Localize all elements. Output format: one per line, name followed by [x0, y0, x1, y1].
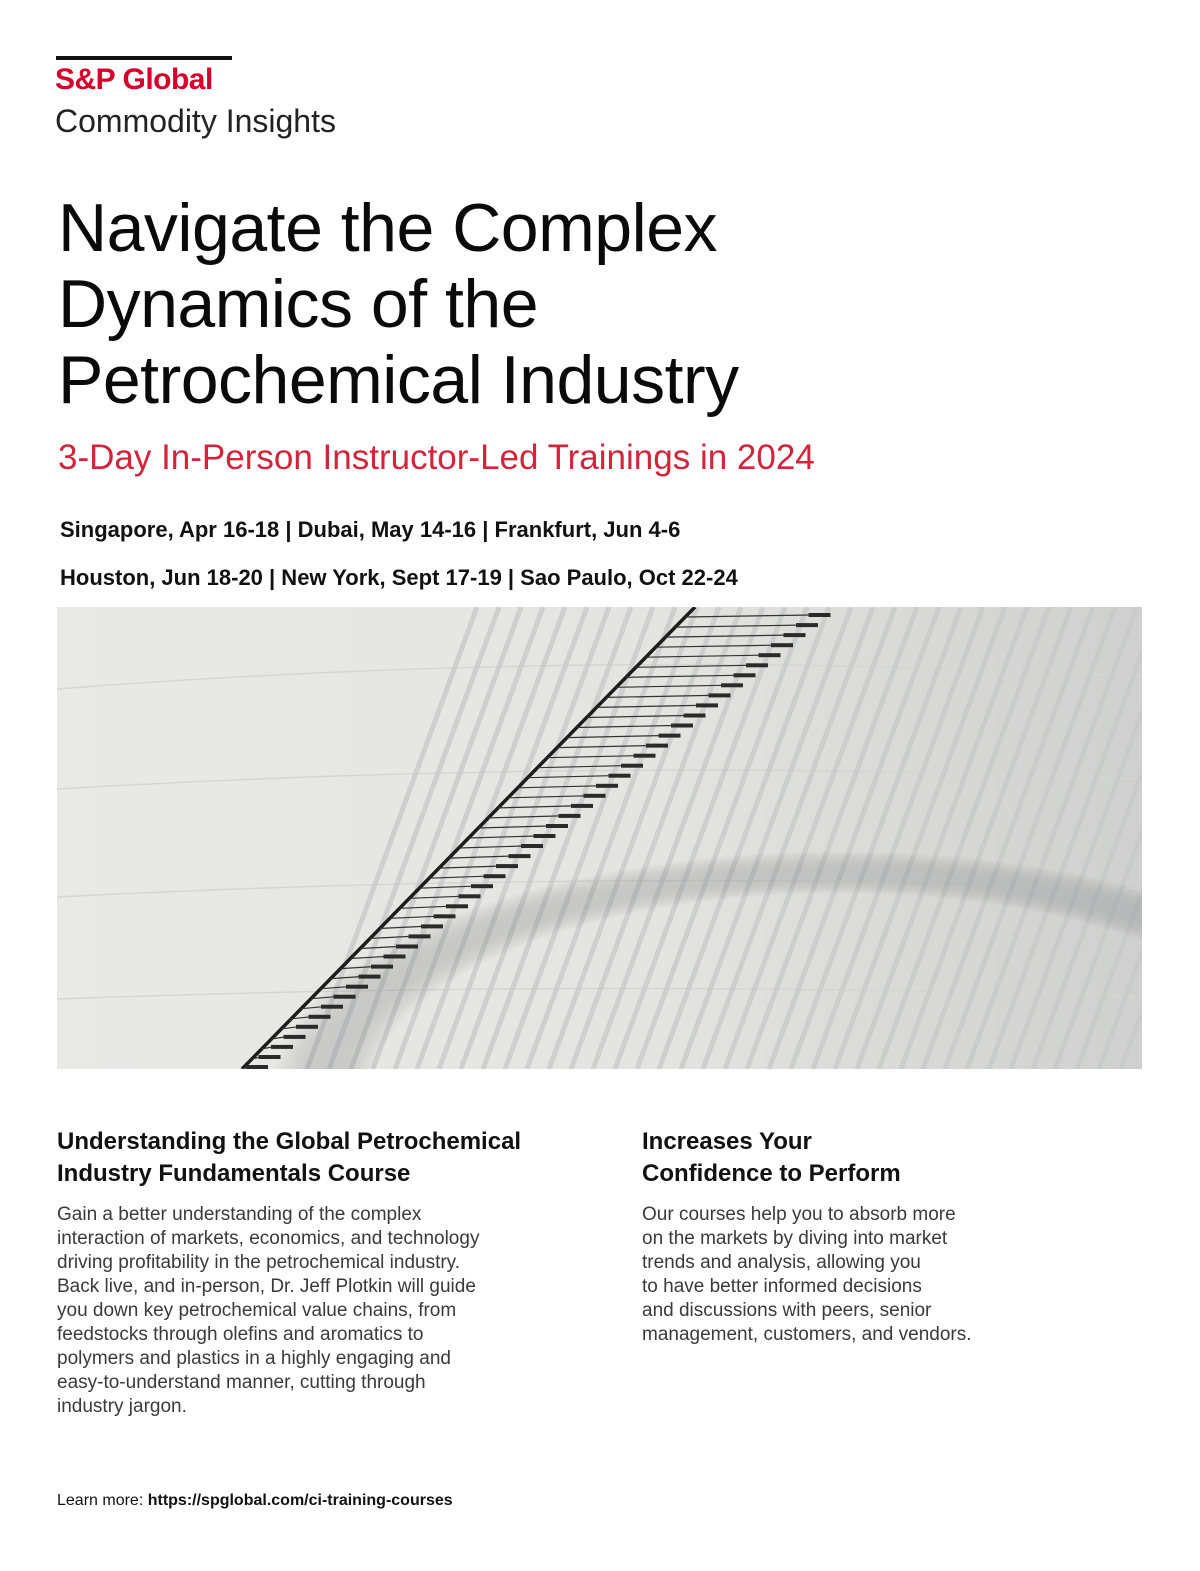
title-line: Dynamics of the: [58, 266, 539, 342]
stair-tread: [434, 914, 456, 918]
stair-tread: [559, 814, 581, 818]
body-line: polymers and plastics in a highly engaging and: [57, 1348, 451, 1369]
stair-tread: [359, 975, 381, 979]
body-line: driving profitability in the petrochemical industry.: [57, 1252, 461, 1273]
stair-tread: [521, 844, 543, 848]
stair-tread: [546, 824, 568, 828]
section-body-confidence: [642, 1203, 972, 1347]
title-line: Navigate the Complex: [58, 190, 718, 266]
body-line: to have better informed decisions: [642, 1276, 922, 1297]
stair-tread: [346, 985, 368, 989]
subtitle: 3-Day In-Person Instructor-Led Trainings in 2024: [58, 438, 815, 477]
heading-line: Increases Your: [642, 1128, 812, 1155]
stair-tread: [696, 703, 718, 707]
stair-tread: [421, 924, 443, 928]
stair-tread: [734, 673, 756, 677]
body-line: industry jargon.: [57, 1396, 187, 1417]
stair-tread: [459, 894, 481, 898]
body-line: and discussions with peers, senior: [642, 1300, 932, 1321]
body-line: you down key petrochemical value chains, from: [57, 1300, 457, 1321]
stair-tread: [646, 744, 668, 748]
heading-line: Understanding the Global Petrochemical: [57, 1128, 522, 1155]
stair-tread: [671, 724, 693, 728]
section-heading-confidence: [642, 1126, 901, 1190]
body-line: Back live, and in-person, Dr. Jeff Plotkin will guide: [57, 1276, 476, 1297]
course-link[interactable]: https://spglobal.com/ci-training-courses: [147, 1492, 453, 1509]
body-line: management, customers, and vendors.: [642, 1324, 972, 1345]
stair-tread: [746, 663, 768, 667]
section-heading-course: [57, 1126, 521, 1190]
stair-tread: [809, 613, 831, 617]
body-line: on the markets by diving into market: [642, 1228, 948, 1249]
logo-rule: [56, 56, 232, 60]
learn-more: [57, 1490, 453, 1512]
stair-tread: [446, 904, 468, 908]
dates-line: Houston, Jun 18-20 | New York, Sept 17-19 | Sao Paulo, Oct 22-24: [60, 565, 738, 590]
stair-tread: [496, 864, 518, 868]
section-body-course: [57, 1203, 479, 1419]
stair-tread: [534, 834, 556, 838]
stair-tread: [409, 934, 431, 938]
body-line: easy-to-understand manner, cutting through: [57, 1372, 426, 1393]
stair-tread: [259, 1055, 281, 1059]
brand-logo: S&P Global: [55, 63, 213, 96]
stair-tread: [471, 884, 493, 888]
stair-tread: [634, 754, 656, 758]
stair-tread: [371, 965, 393, 969]
stair-tread: [596, 784, 618, 788]
stair-tread: [484, 874, 506, 878]
stair-tread: [309, 1015, 331, 1019]
dates-line: Singapore, Apr 16-18 | Dubai, May 14-16 | Frankfurt, Jun 4-6: [60, 517, 681, 542]
stair-tread: [246, 1065, 268, 1069]
heading-line: Confidence to Perform: [642, 1160, 901, 1187]
stair-tread: [271, 1045, 293, 1049]
stair-tread: [284, 1035, 306, 1039]
stair-tread: [721, 683, 743, 687]
stair-tread: [796, 623, 818, 627]
stair-tread: [509, 854, 531, 858]
stair-tread: [571, 804, 593, 808]
body-line: feedstocks through olefins and aromatics to: [57, 1324, 424, 1345]
heading-line: Industry Fundamentals Course: [57, 1160, 411, 1187]
body-line: interaction of markets, economics, and technology: [57, 1228, 480, 1249]
body-line: Gain a better understanding of the complex: [57, 1204, 422, 1225]
stair-tread: [384, 955, 406, 959]
stair-tread: [321, 1005, 343, 1009]
stair-tread: [784, 633, 806, 637]
stair-tread: [659, 734, 681, 738]
stair-tread: [771, 643, 793, 647]
stair-tread: [621, 764, 643, 768]
stair-tread: [584, 794, 606, 798]
stair-tread: [296, 1025, 318, 1029]
stair-tread: [684, 714, 706, 718]
stair-tread: [709, 693, 731, 697]
stair-tread: [609, 774, 631, 778]
learn-more-label: Learn more:: [57, 1492, 144, 1509]
title-line: Petrochemical Industry: [58, 342, 739, 418]
page-title: [58, 190, 958, 418]
body-line: trends and analysis, allowing you: [642, 1252, 921, 1273]
stair-tread: [334, 995, 356, 999]
hero-image-staircase: [57, 607, 1142, 1069]
brand-division: Commodity Insights: [55, 103, 336, 139]
stair-tread: [759, 653, 781, 657]
stair-tread: [396, 945, 418, 949]
body-line: Our courses help you to absorb more: [642, 1204, 956, 1225]
